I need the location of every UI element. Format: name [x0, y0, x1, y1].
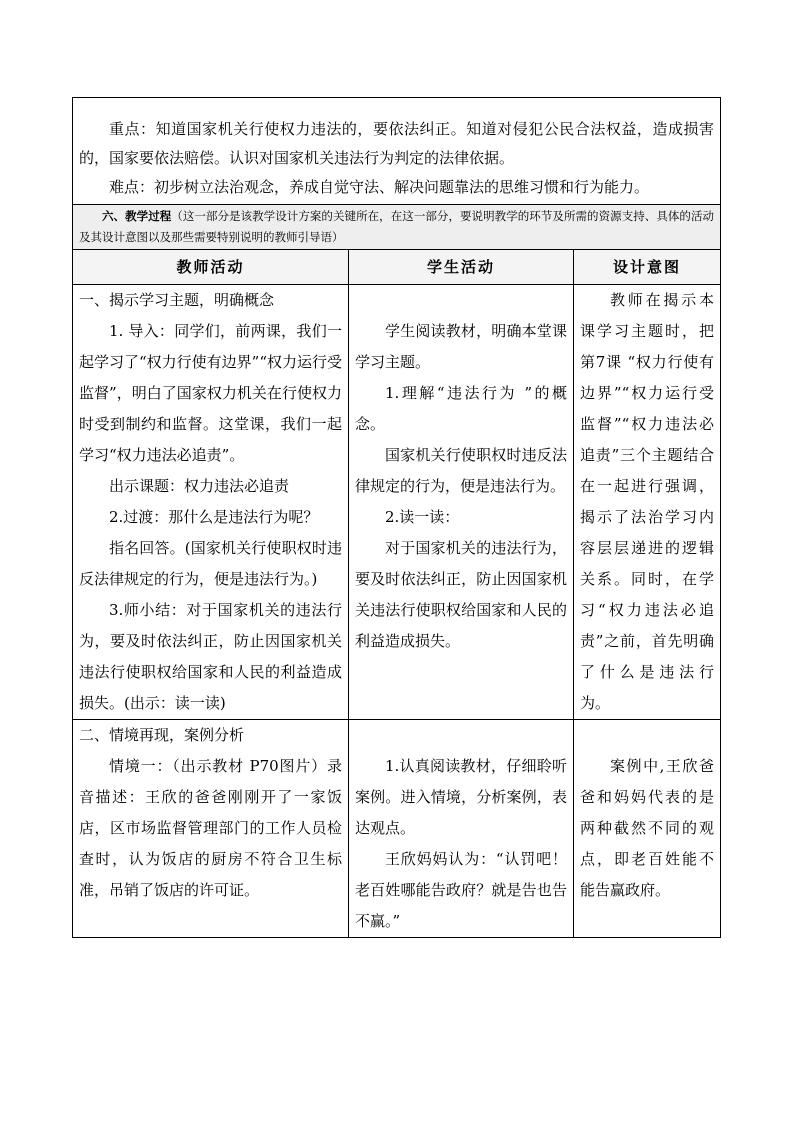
process-row	[73, 205, 721, 250]
section2-student-p1: 1.认真阅读教材，仔细聆听案例。进入情境，分析案例，表达观点。	[355, 757, 567, 837]
section2-teacher-cell	[73, 720, 349, 938]
section1-title: 一、揭示学习主题，明确概念	[79, 291, 275, 309]
section2-row	[73, 720, 721, 938]
section1-teacher-p3: 2.过渡：那什么是违法行为呢？	[109, 508, 319, 526]
section2-student-p2: 王欣妈妈认为：“认罚吧！老百姓哪能告政府？就是告也告不赢。”	[355, 850, 567, 930]
section2-title: 二、情境再现，案例分析	[79, 726, 245, 744]
section2-intent-cell	[574, 720, 721, 938]
section1-teacher-p5: 3.师小结：对于国家机关的违法行为，要及时依法纠正，防止因国家机关违法行使职权给国家和人民的利益造成损失。(出示：读一读)	[79, 601, 342, 712]
key-points-text: 重点：知道国家机关行使权力违法的，要依法纠正。知道对侵犯公民合法权益，造成损害的，国家要依法赔偿。认识对国家机关违法行为判定的法律依据。	[79, 120, 715, 167]
process-paragraph	[79, 206, 714, 248]
key-points-row	[73, 98, 721, 205]
section1-student-p5: 对于国家机关的违法行为，要及时依法纠正，防止因国家机关违法行使职权给国家和人民的利益造成损失。	[355, 539, 567, 650]
section1-student-p3: 国家机关行使职权时违反法律规定的行为，便是违法行为。	[355, 446, 567, 495]
column-header-row	[73, 250, 721, 285]
section1-intent-p1: 教师在揭示本课学习主题时，把第7课 “权力行使有边界”“权力运行受监督”“权力违法必追责”三个主题结合在一起进行强调，揭示了法治学习内容层层递进的逻辑关系。同时，在学习“权力违法必追责”之前，首先明确了什么是违法行为。	[580, 291, 715, 712]
section1-teacher-p4: 指名回答。(国家机关行使职权时违反法律规定的行为，便是违法行为。)	[79, 539, 342, 588]
section1-student-p4: 2.读一读：	[385, 508, 460, 526]
process-note: （这一部分是该教学设计方案的关键所在，在这一部分，要说明教学的环节及所需的资源支持、具体的活动及其设计意图以及那些需要特别说明的教师引导语）	[79, 209, 715, 244]
section1-student-p1: 学生阅读教材，明确本堂课学习主题。	[355, 322, 567, 371]
section1-student-p2: 1.理解“违法行为 ”的概念。	[355, 384, 567, 433]
section1-student-cell	[349, 285, 574, 720]
header-teacher: 教师活动	[73, 250, 349, 285]
process-cell	[73, 205, 721, 250]
lesson-plan-page	[72, 97, 720, 938]
section1-row	[73, 285, 721, 720]
header-student: 学生活动	[349, 250, 574, 285]
key-points-cell	[73, 98, 721, 205]
section1-teacher-p2: 出示课题：权力违法必追责	[109, 477, 290, 495]
section2-intent-p1: 案例中,王欣爸爸和妈妈代表的是两种截然不同的观点，即老百姓能不能告赢政府。	[580, 757, 715, 899]
section1-intent-cell	[574, 285, 721, 720]
section1-teacher-p1: 1. 导入：同学们，前两课，我们一起学习了“权力行使有边界”“权力运行受监督”，明白了国家权力机关在行使权力时受到制约和监督。这堂课，我们一起学习“权力违法必追责”。	[79, 322, 343, 464]
section2-teacher-p1: 情境一：（出示教材 P70图片）录音描述：王欣的爸爸刚刚开了一家饭店，区市场监督管理部门的工作人员检查时，认为饭店的厨房不符合卫生标准，吊销了饭店的许可证。	[79, 757, 342, 899]
section2-student-cell	[349, 720, 574, 938]
difficulties-text: 难点：初步树立法治观念，养成自觉守法、解决问题靠法的思维习惯和行为能力。	[109, 178, 650, 196]
section1-teacher-cell	[73, 285, 349, 720]
lesson-plan-table	[72, 97, 721, 938]
header-intent: 设计意图	[574, 250, 721, 285]
process-heading: 六、教学过程	[102, 209, 172, 223]
